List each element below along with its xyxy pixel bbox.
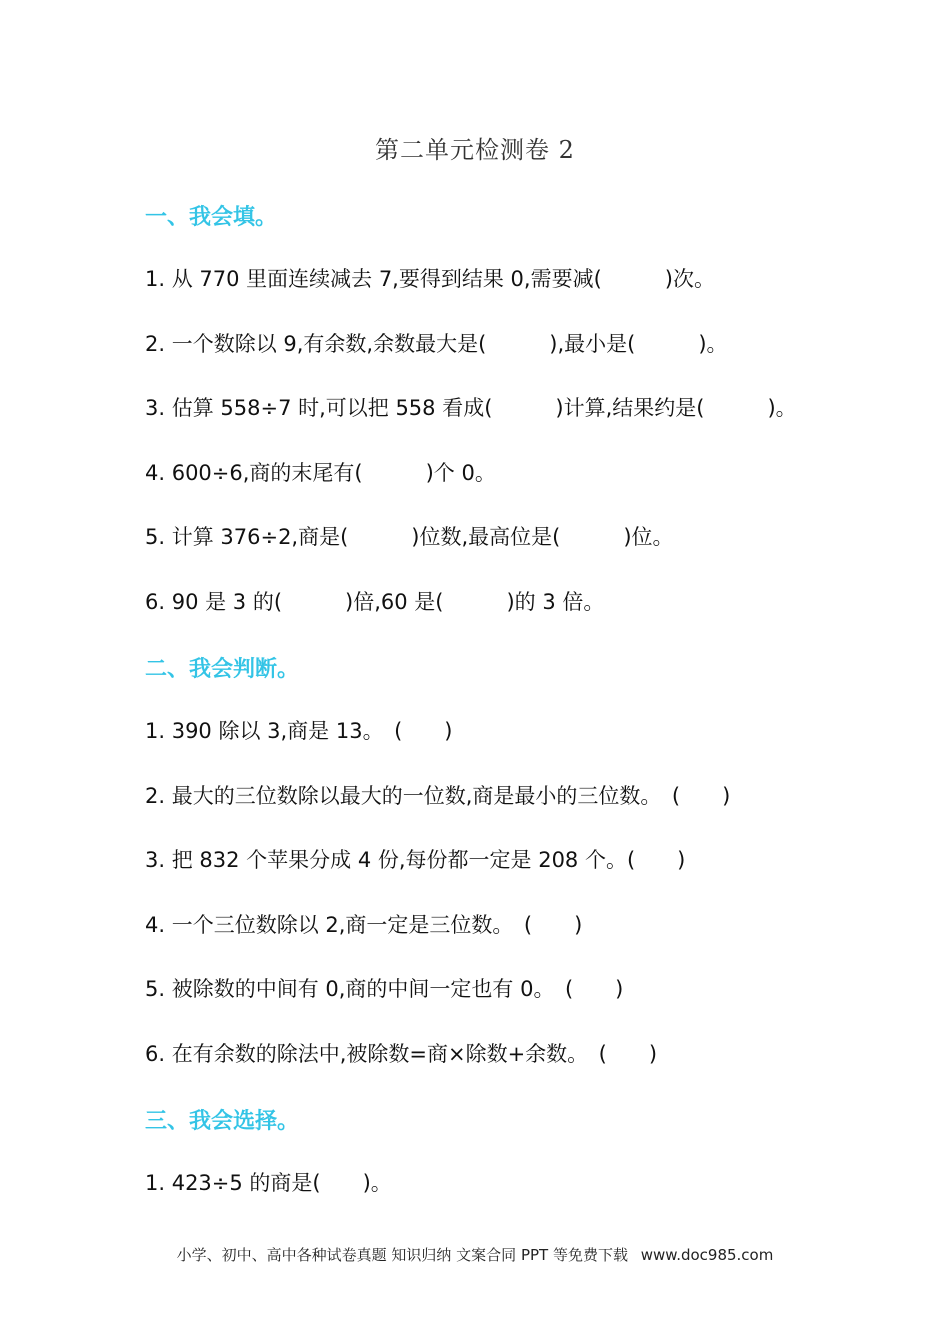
fill-question-5: 5. 计算 376÷2,商是( )位数,最高位是( )位。: [145, 525, 674, 549]
fill-question-4: 4. 600÷6,商的末尾有( )个 0。: [145, 461, 496, 485]
judge-question-5: 5. 被除数的中间有 0,商的中间一定也有 0。 ( ): [145, 977, 624, 1001]
fill-question-2: 2. 一个数除以 9,有余数,余数最大是( ),最小是( )。: [145, 332, 728, 356]
judge-question-3: 3. 把 832 个苹果分成 4 份,每份都一定是 208 个。( ): [145, 848, 686, 872]
judge-question-6: 6. 在有余数的除法中,被除数=商×除数+余数。 ( ): [145, 1042, 658, 1066]
section-heading-choose: 三、我会选择。: [145, 1109, 300, 1134]
page-footer: [0, 1244, 950, 1265]
section-heading-fill: 一、我会填。: [145, 205, 278, 230]
choose-question-1: 1. 423÷5 的商是( )。: [145, 1171, 392, 1195]
judge-question-2: 2. 最大的三位数除以最大的一位数,商是最小的三位数。 ( ): [145, 784, 731, 808]
judge-question-4: 4. 一个三位数除以 2,商一定是三位数。 ( ): [145, 913, 583, 937]
page-title: 第二单元检测卷 2: [375, 136, 575, 164]
fill-question-6: 6. 90 是 3 的( )倍,60 是( )的 3 倍。: [145, 590, 605, 614]
section-heading-judge: 二、我会判断。: [145, 657, 300, 682]
footer-text: 小学、初中、高中各种试卷真题 知识归纳 文案合同 PPT 等免费下载: [176, 1246, 628, 1264]
fill-question-3: 3. 估算 558÷7 时,可以把 558 看成( )计算,结果约是( )。: [145, 396, 797, 420]
fill-question-1: 1. 从 770 里面连续减去 7,要得到结果 0,需要减( )次。: [145, 267, 715, 291]
footer-url[interactable]: www.doc985.com: [640, 1246, 774, 1264]
judge-question-1: 1. 390 除以 3,商是 13。 ( ): [145, 719, 453, 743]
